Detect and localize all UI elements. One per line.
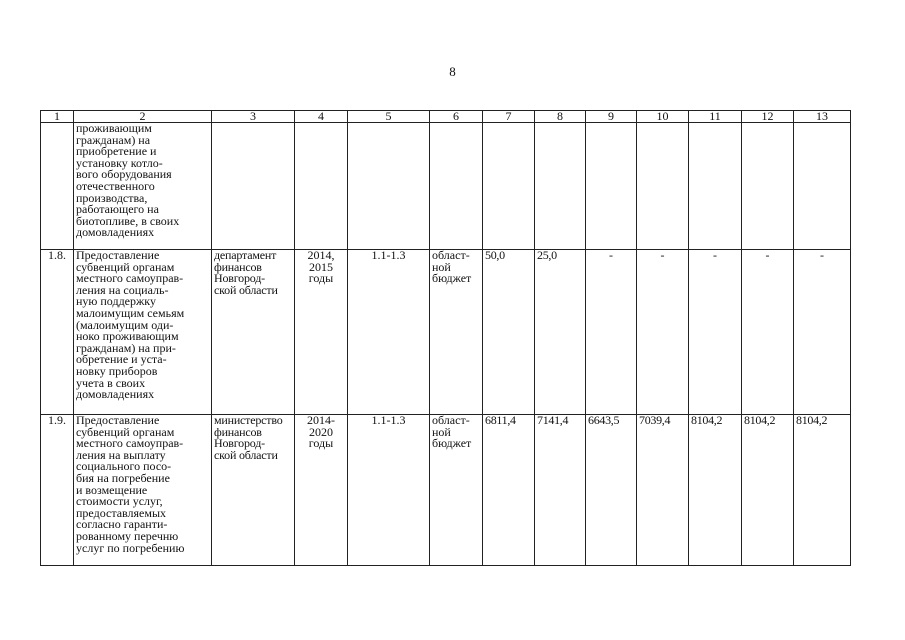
value-cell — [742, 123, 794, 250]
value-cell: 25,0 — [535, 250, 586, 415]
column-header: 4 — [295, 111, 348, 123]
column-header: 3 — [212, 111, 295, 123]
value-cell — [483, 123, 535, 250]
value-cell: - — [794, 250, 851, 415]
measure-name: Предоставление субвенций органам местного самоуправ- ления на выплату социального посо- бия на погребение и возмещение стоимости услуг, предоставляемых согласно гаранти- рованному перечню услуг по погребению — [74, 415, 212, 566]
column-header: 5 — [348, 111, 430, 123]
value-cell: 6811,4 — [483, 415, 535, 566]
value-cell: 7039,4 — [637, 415, 689, 566]
funding-source: област- ной бюджет — [430, 250, 483, 415]
page-number: 8 — [449, 64, 456, 79]
column-header: 12 — [742, 111, 794, 123]
column-header: 8 — [535, 111, 586, 123]
column-header: 9 — [586, 111, 637, 123]
header-row — [41, 111, 851, 123]
column-header: 1 — [41, 111, 74, 123]
value-cell: 8104,2 — [742, 415, 794, 566]
value-cell: - — [689, 250, 742, 415]
value-cell — [586, 123, 637, 250]
value-cell: 6643,5 — [586, 415, 637, 566]
executor: департамент финансов Новгород- ской области — [212, 250, 295, 415]
value-cell: - — [586, 250, 637, 415]
column-header: 13 — [794, 111, 851, 123]
value-cell — [535, 123, 586, 250]
column-header: 7 — [483, 111, 535, 123]
column-header: 11 — [689, 111, 742, 123]
years: 2014, 2015 годы — [295, 250, 348, 415]
table-row — [41, 415, 851, 566]
program-table — [40, 110, 851, 566]
row-number — [41, 123, 74, 250]
years — [295, 123, 348, 250]
executor: министерство финансов Новгород- ской области — [212, 415, 295, 566]
table-row — [41, 250, 851, 415]
tasks: 1.1-1.3 — [348, 415, 430, 566]
value-cell: - — [742, 250, 794, 415]
value-cell: 50,0 — [483, 250, 535, 415]
value-cell — [794, 123, 851, 250]
value-cell — [637, 123, 689, 250]
row-number: 1.9. — [41, 415, 74, 566]
table-row — [41, 123, 851, 250]
column-header: 10 — [637, 111, 689, 123]
column-header: 6 — [430, 111, 483, 123]
funding-source — [430, 123, 483, 250]
funding-source: област- ной бюджет — [430, 415, 483, 566]
value-cell: 8104,2 — [689, 415, 742, 566]
tasks: 1.1-1.3 — [348, 250, 430, 415]
row-number: 1.8. — [41, 250, 74, 415]
years: 2014- 2020 годы — [295, 415, 348, 566]
measure-name: Предоставление субвенций органам местного самоуправ- ления на социаль- ную поддержку малоимущим семьям (малоимущим оди- ноко проживающим гражданам) на при- обретение и уста- новку приборов учета в своих домовладениях — [74, 250, 212, 415]
tasks — [348, 123, 430, 250]
value-cell: 7141,4 — [535, 415, 586, 566]
value-cell: - — [637, 250, 689, 415]
executor — [212, 123, 295, 250]
column-header: 2 — [74, 111, 212, 123]
value-cell: 8104,2 — [794, 415, 851, 566]
value-cell — [689, 123, 742, 250]
measure-name: проживающим гражданам) на приобретение и установку котло- вого оборудования отечественного производства, работающего на биотопливе, в своих домовладениях — [74, 123, 212, 250]
